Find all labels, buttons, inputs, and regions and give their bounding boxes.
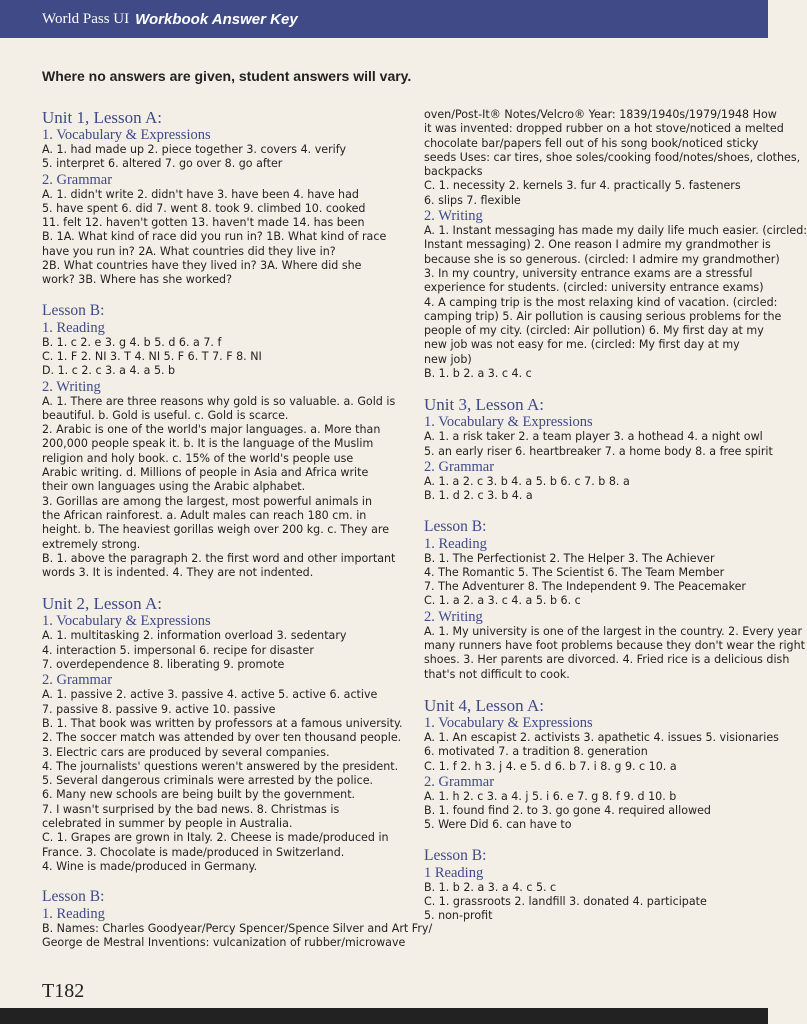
unit-heading: Unit 2, Lesson A: (42, 594, 162, 614)
answer-line: Arabic writing. d. Millions of people in Asia and Africa write (42, 466, 369, 480)
answer-line: beautiful. b. Gold is useful. c. Gold is scarce. (42, 408, 289, 422)
answer-line: new job) (424, 352, 472, 366)
answer-line: B. Names: Charles Goodyear/Percy Spencer/Spence Silver and Art Fry/ (42, 922, 433, 936)
answer-line: 4. The Romantic 5. The Scientist 6. The Team Member (424, 565, 725, 579)
answer-line: B. 1. d 2. c 3. b 4. a (424, 489, 533, 503)
answer-line: 3. Gorillas are among the largest, most powerful animals in (42, 494, 372, 508)
answer-line: 4. The journalists' questions weren't answered by the president. (42, 759, 399, 773)
right-column (424, 108, 807, 924)
section-heading: 2. Grammar (42, 171, 113, 188)
section-heading: 1 Reading (424, 864, 484, 881)
answer-line: extremely strong. (42, 537, 141, 551)
answer-line: many runners have foot problems because they don't wear the right (424, 639, 805, 653)
answer-line: 7. passive 8. passive 9. active 10. passive (42, 702, 276, 716)
answer-line: A. 1. My university is one of the largest in the country. 2. Every year (424, 624, 803, 638)
answer-line: 5. an early riser 6. heartbreaker 7. a home body 8. a free spirit (424, 444, 773, 458)
answer-line: 4. Wine is made/produced in Germany. (42, 859, 258, 873)
answer-line: France. 3. Chocolate is made/produced in Switzerland. (42, 845, 345, 859)
section-heading: 2. Writing (424, 608, 483, 625)
section-heading: 2. Grammar (42, 672, 113, 689)
answer-line: 6. slips 7. flexible (424, 193, 521, 207)
spacer (42, 874, 402, 888)
section-heading: 2. Grammar (424, 458, 495, 475)
answer-line: chocolate bar/papers fell out of his song book/noticed sticky (424, 136, 759, 150)
header-bar (0, 0, 768, 38)
spacer (42, 580, 402, 594)
answer-line: B. 1. b 2. a 3. c 4. c (424, 367, 532, 381)
answer-line: 7. I wasn't surprised by the bad news. 8. Christmas is (42, 802, 340, 816)
answer-line: B. 1. The Perfectionist 2. The Helper 3. The Achiever (424, 551, 715, 565)
answer-line: C. 1. grassroots 2. landfill 3. donated 4. participate (424, 894, 707, 908)
answer-line: 4. A camping trip is the most relaxing kind of vacation. (circled: (424, 295, 778, 309)
spacer (424, 833, 768, 847)
lesson-heading: Lesson B: (424, 517, 487, 535)
answer-line: oven/Post-It® Notes/Velcro® Year: 1839/1940s/1979/1948 How (424, 108, 777, 121)
answer-line: A. 1. Instant messaging has made my daily life much easier. (circled: (424, 224, 807, 238)
spacer (424, 682, 768, 696)
answer-line: 2B. What countries have they lived in? 3A. Where did she (42, 259, 362, 273)
answer-line: B. 1. That book was written by professors at a famous university. (42, 716, 403, 730)
answer-line: A. 1. h 2. c 3. a 4. j 5. i 6. e 7. g 8. f 9. d 10. b (424, 789, 677, 803)
answer-line: Instant messaging) 2. One reason I admire my grandmother is (424, 238, 771, 252)
answer-line: seeds Uses: car tires, shoe soles/cooking food/notes/shoes, clothes, (424, 150, 801, 164)
answer-line: 5. Were Did 6. can have to (424, 818, 572, 832)
section-heading: 2. Writing (42, 378, 101, 395)
answer-line: C. 1. f 2. h 3. j 4. e 5. d 6. b 7. i 8. g 9. c 10. a (424, 759, 677, 773)
left-column (42, 108, 433, 951)
answer-line: backpacks (424, 165, 483, 179)
answer-line: C. 1. Grapes are grown in Italy. 2. Cheese is made/produced in (42, 831, 389, 845)
answer-line: C. 1. necessity 2. kernels 3. fur 4. practically 5. fasteners (424, 179, 741, 193)
section-heading: 1. Reading (42, 319, 105, 336)
section-heading: 1. Vocabulary & Expressions (424, 414, 593, 431)
answer-line: 7. The Adventurer 8. The Independent 9. The Peacemaker (424, 580, 746, 594)
answer-line: 6. motivated 7. a tradition 8. generation (424, 745, 648, 759)
unit-heading: Unit 1, Lesson A: (42, 108, 162, 127)
answer-line: religion and holy book. c. 15% of the world's people use (42, 451, 354, 465)
answer-line: B. 1. found find 2. to 3. go gone 4. required allowed (424, 804, 711, 818)
answer-line: B. 1A. What kind of race did you run in? 1B. What kind of race (42, 230, 387, 244)
spacer (424, 504, 768, 518)
answer-line: A. 1. An escapist 2. activists 3. apathetic 4. issues 5. visionaries (424, 730, 779, 744)
section-heading: 1. Vocabulary & Expressions (42, 127, 211, 143)
section-heading: 1. Vocabulary & Expressions (42, 613, 211, 630)
answer-line: C. 1. a 2. a 3. c 4. a 5. b 6. c (424, 594, 581, 608)
answer-line: C. 1. F 2. NI 3. T 4. NI 5. F 6. T 7. F 8. NI (42, 349, 262, 363)
answer-line: 3. Electric cars are produced by several companies. (42, 745, 330, 759)
answer-line: 200,000 people speak it. b. It is the language of the Muslim (42, 437, 374, 451)
answer-line: that's not difficult to cook. (424, 667, 570, 681)
series-title: World Pass UI (42, 10, 130, 27)
answer-line: work? 3B. Where has she worked? (42, 273, 232, 287)
answer-line: A. 1. a risk taker 2. a team player 3. a hothead 4. a night owl (424, 430, 763, 444)
answer-line: A. 1. didn't write 2. didn't have 3. have been 4. have had (42, 187, 359, 201)
answer-line: 3. In my country, university entrance exams are a stressful (424, 266, 753, 280)
unit-heading: Unit 3, Lesson A: (424, 395, 544, 415)
answer-line: it was invented: dropped rubber on a hot stove/noticed a melted (424, 122, 784, 136)
section-heading: 1. Reading (424, 535, 487, 552)
answer-line: George de Mestral Inventions: vulcanization of rubber/microwave (42, 936, 406, 950)
answer-line: celebrated in summer by people in Australia. (42, 816, 293, 830)
intro-note: Where no answers are given, student answers will vary. (42, 68, 412, 84)
answer-line: A. 1. a 2. c 3. b 4. a 5. b 6. c 7. b 8. a (424, 474, 630, 488)
answer-line: A. 1. passive 2. active 3. passive 4. active 5. active 6. active (42, 688, 378, 702)
lesson-heading: Lesson B: (424, 846, 487, 864)
answer-line: A. 1. had made up 2. piece together 3. covers 4. verify (42, 143, 347, 156)
spacer (42, 288, 402, 302)
answer-line: because she is so generous. (circled: I admire my grandmother) (424, 252, 780, 266)
lesson-heading: Lesson B: (42, 301, 105, 319)
unit-heading: Unit 4, Lesson A: (424, 695, 544, 715)
answer-line: 2. Arabic is one of the world's major languages. a. More than (42, 423, 381, 437)
section-heading: 2. Writing (424, 208, 483, 225)
section-heading: 1. Vocabulary & Expressions (424, 714, 593, 731)
answer-line: 6. Many new schools are being built by the government. (42, 788, 356, 802)
answer-line: people of my city. (circled: Air pollution) 6. My first day at my (424, 324, 764, 338)
lesson-heading: Lesson B: (42, 888, 105, 906)
answer-line: B. 1. c 2. e 3. g 4. b 5. d 6. a 7. f (42, 335, 222, 349)
spacer (424, 381, 768, 395)
answer-line: 7. overdependence 8. liberating 9. promote (42, 658, 285, 672)
answer-line: words 3. It is indented. 4. They are not indented. (42, 566, 314, 580)
section-heading: 1. Reading (42, 906, 105, 923)
answer-line: B. 1. above the paragraph 2. the first word and other important (42, 551, 396, 565)
footer-bar (0, 1008, 768, 1024)
answer-line: B. 1. b 2. a 3. a 4. c 5. c (424, 880, 557, 894)
answer-line: experience for students. (circled: university entrance exams) (424, 281, 764, 295)
book-title: Workbook Answer Key (135, 10, 298, 28)
answer-line: 5. Several dangerous criminals were arrested by the police. (42, 774, 374, 788)
answer-line: 5. interpret 6. altered 7. go over 8. go after (42, 157, 283, 171)
answer-line: 5. have spent 6. did 7. went 8. took 9. climbed 10. cooked (42, 201, 366, 215)
answer-line: have you run in? 2A. What countries did they live in? (42, 244, 336, 258)
answer-line: height. b. The heaviest gorillas weigh over 200 kg. c. They are (42, 523, 390, 537)
answer-line: A. 1. multitasking 2. information overload 3. sedentary (42, 629, 347, 643)
answer-line: A. 1. There are three reasons why gold is so valuable. a. Gold is (42, 394, 396, 408)
page-number: T182 (42, 980, 85, 1002)
answer-line: 2. The soccer match was attended by over ten thousand people. (42, 731, 402, 745)
answer-line: the African rainforest. a. Adult males can reach 180 cm. in (42, 508, 367, 522)
answer-line: their own languages using the Arabic alphabet. (42, 480, 306, 494)
section-heading: 2. Grammar (424, 773, 495, 790)
answer-line: shoes. 3. Her parents are divorced. 4. Fried rice is a delicious dish (424, 653, 790, 667)
answer-line: 5. non-profit (424, 909, 493, 923)
answer-line: D. 1. c 2. c 3. a 4. a 5. b (42, 364, 176, 378)
answer-line: 11. felt 12. haven't gotten 13. haven't made 14. has been (42, 216, 365, 230)
answer-line: 4. interaction 5. impersonal 6. recipe for disaster (42, 643, 314, 657)
answer-line: camping trip) 5. Air pollution is causing serious problems for the (424, 309, 782, 323)
answer-line: new job was not easy for me. (circled: My first day at my (424, 338, 740, 352)
